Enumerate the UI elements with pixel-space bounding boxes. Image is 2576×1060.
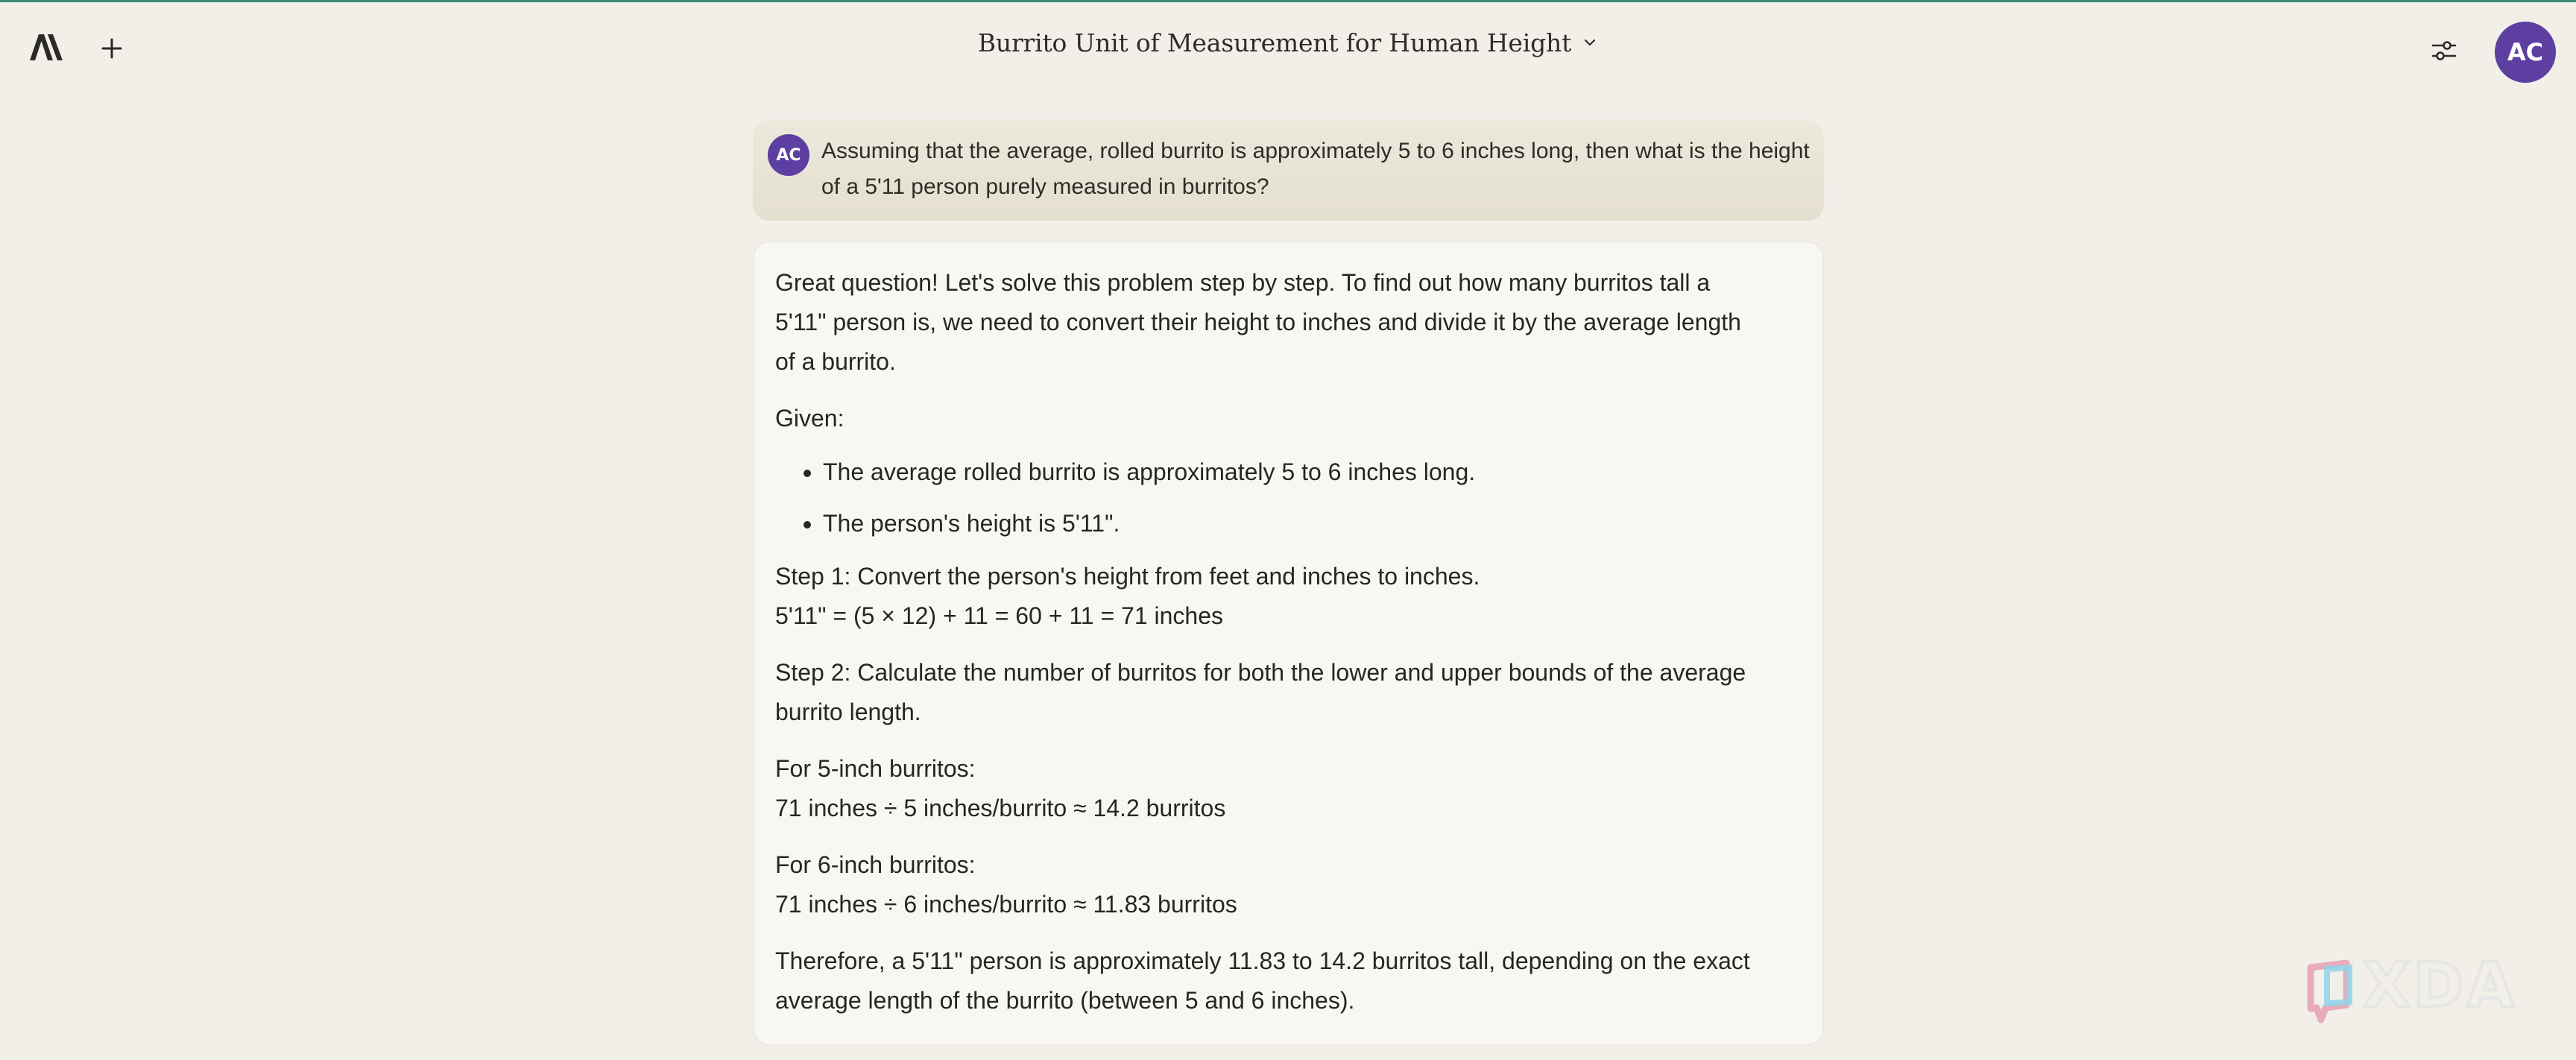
- step2-paragraph: Step 2: Calculate the number of burritos for both the lower and upper bounds of the average burrito length.: [775, 659, 1746, 725]
- list-item: • The person's height is 5'11".: [823, 504, 1767, 543]
- sliders-icon: [2428, 35, 2460, 66]
- new-chat-button[interactable]: [98, 35, 125, 62]
- user-message-text: Assuming that the average, rolled burrito is approximately 5 to 6 inches long, then what is the height of a 5'11 person purely measured in burritos?: [821, 139, 1810, 199]
- step1-calculation: 5'11" = (5 × 12) + 11 = 60 + 11 = 71 inches: [775, 602, 1224, 629]
- app-header: [0, 2, 2576, 95]
- anthropic-logo-icon[interactable]: [28, 32, 66, 62]
- assistant-message: [753, 241, 1824, 1046]
- given-label: Given:: [775, 405, 845, 432]
- conversation-title: Burrito Unit of Measurement for Human Height: [977, 28, 1572, 57]
- user-message: [753, 120, 1824, 221]
- step1-title: Step 1: Convert the person's height from feet and inches to inches.: [775, 563, 1480, 590]
- step1-paragraph: [775, 557, 1767, 636]
- chevron-down-icon: [1582, 34, 1598, 51]
- six-inch-calculation: 71 inches ÷ 6 inches/burrito ≈ 11.83 burritos: [775, 891, 1237, 918]
- five-inch-paragraph: [775, 749, 1767, 828]
- settings-button[interactable]: [2428, 35, 2460, 66]
- user-avatar-button[interactable]: AC: [2495, 22, 2556, 83]
- avatar: AC: [768, 134, 809, 176]
- six-inch-label: For 6-inch burritos:: [775, 851, 976, 878]
- watermark-text: XDA: [2363, 953, 2517, 1021]
- xda-logo-icon: [2303, 953, 2549, 1024]
- six-inch-paragraph: [775, 845, 1767, 924]
- conversation-title-dropdown[interactable]: [969, 22, 1607, 63]
- list-item: • The average rolled burrito is approximately 5 to 6 inches long.: [823, 452, 1767, 492]
- five-inch-calculation: 71 inches ÷ 5 inches/burrito ≈ 14.2 burritos: [775, 795, 1226, 821]
- given-list: [775, 452, 1767, 543]
- plus-icon: [98, 35, 125, 62]
- assistant-message-body: [775, 263, 1767, 1038]
- five-inch-label: For 5-inch burritos:: [775, 755, 976, 782]
- intro-paragraph: Great question! Let's solve this problem step by step. To find out how many burritos tall a 5'11" person is, we need to convert their height to inches and divide it by the average length of a burrito.: [775, 269, 1741, 375]
- xda-watermark: [2303, 953, 2549, 1024]
- conclusion-paragraph: Therefore, a 5'11" person is approximately 11.83 to 14.2 burritos tall, depending on the exact average length of the burrito (between 5 and 6 inches).: [775, 947, 1750, 1014]
